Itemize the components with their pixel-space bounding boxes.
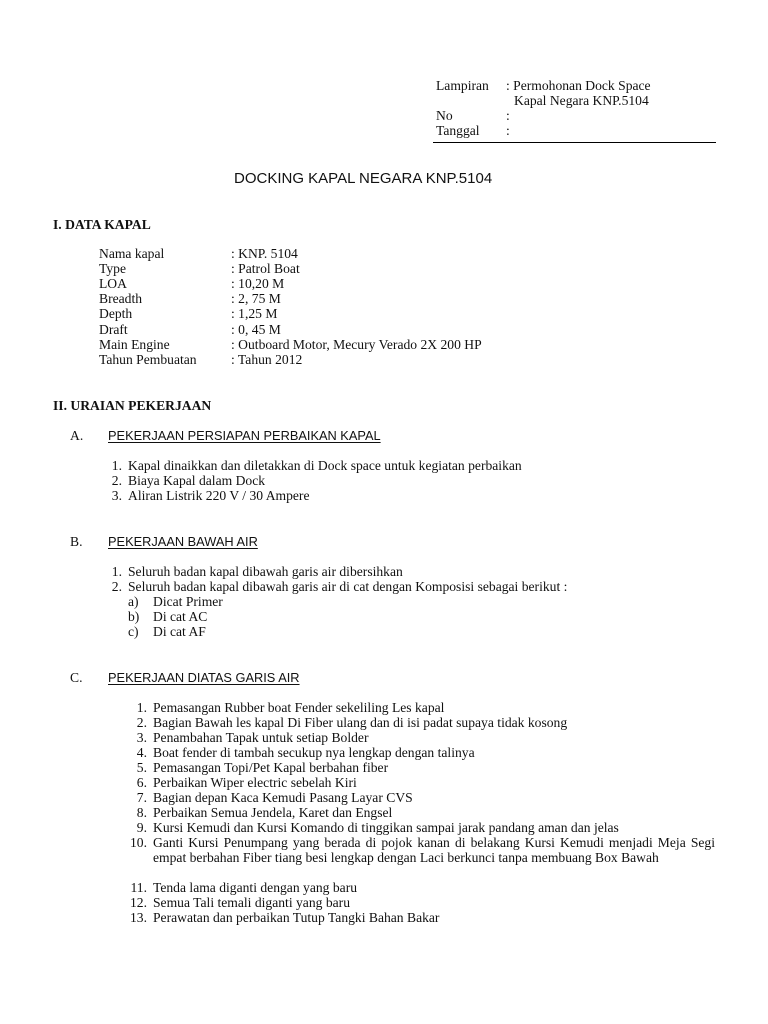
no-value: : — [506, 108, 510, 123]
subsection-c-title: PEKERJAAN DIATAS GARIS AIR — [108, 670, 300, 685]
list-item: Pemasangan Topi/Pet Kapal berbahan fiber — [153, 760, 389, 775]
subsection-a-letter: A. — [70, 428, 84, 443]
lampiran-value-line2: Kapal Negara KNP.5104 — [514, 93, 649, 108]
ship-data-label: Type — [99, 261, 126, 276]
list-number: 1. — [136, 700, 147, 715]
subsection-a-title: PEKERJAAN PERSIAPAN PERBAIKAN KAPAL — [108, 428, 381, 443]
list-item: Perawatan dan perbaikan Tutup Tangki Bahan Bakar — [153, 910, 440, 925]
no-label: No — [436, 108, 453, 123]
list-number: 5. — [136, 760, 147, 775]
list-number: 2. — [111, 473, 122, 488]
sublist-item: Dicat Primer — [153, 594, 223, 609]
list-item: Perbaikan Wiper electric sebelah Kiri — [153, 775, 357, 790]
list-number: 2. — [111, 579, 122, 594]
lampiran-label: Lampiran — [436, 78, 489, 93]
subsection-c-letter: C. — [70, 670, 83, 685]
sublist-letter: b) — [128, 609, 140, 624]
list-item: Kapal dinaikkan dan diletakkan di Dock space untuk kegiatan perbaikan — [128, 458, 522, 473]
ship-data-label: Breadth — [99, 291, 143, 306]
list-item: Semua Tali temali diganti yang baru — [153, 895, 350, 910]
list-number: 7. — [136, 790, 147, 805]
sublist-letter: a) — [128, 594, 139, 609]
list-item: Pemasangan Rubber boat Fender sekeliling Les kapal — [153, 700, 445, 715]
ship-data-value: : KNP. 5104 — [231, 246, 298, 261]
list-number: 9. — [136, 820, 147, 835]
ship-data-label: Draft — [99, 322, 128, 337]
list-item: Seluruh badan kapal dibawah garis air dibersihkan — [128, 564, 403, 579]
list-number: 8. — [136, 805, 147, 820]
ship-data-value: : Tahun 2012 — [231, 352, 303, 367]
subsection-b-letter: B. — [70, 534, 83, 549]
list-item: Perbaikan Semua Jendela, Karet dan Engsel — [153, 805, 393, 820]
list-number: 11. — [130, 880, 147, 895]
list-item: Bagian depan Kaca Kemudi Pasang Layar CVS — [153, 790, 413, 805]
list-item: Biaya Kapal dalam Dock — [128, 473, 266, 488]
list-number: 6. — [136, 775, 147, 790]
ship-data-value: : 10,20 M — [231, 276, 285, 291]
list-number: 12. — [130, 895, 147, 910]
ship-data-label: Nama kapal — [99, 246, 165, 261]
list-item: Ganti Kursi Penumpang yang berada di pojok kanan di belakang Kursi Kemudi menjadi Meja Segi empat berbahan Fiber tiang besi lengkap dengan Laci berkunci tanpa membuang Box Bawah — [153, 835, 715, 865]
tanggal-label: Tanggal — [436, 123, 480, 138]
ship-data-value: : 1,25 M — [231, 306, 278, 321]
list-item: Tenda lama diganti dengan yang baru — [153, 880, 358, 895]
ship-data-label: Tahun Pembuatan — [99, 352, 197, 367]
ship-data-value: : 2, 75 M — [231, 291, 281, 306]
list-number: 1. — [111, 564, 122, 579]
list-number: 3. — [136, 730, 147, 745]
section2-heading: II. URAIAN PEKERJAAN — [53, 398, 212, 413]
section1-heading: I. DATA KAPAL — [53, 217, 151, 232]
list-item: Aliran Listrik 220 V / 30 Ampere — [128, 488, 310, 503]
sublist-letter: c) — [128, 624, 139, 639]
list-number: 10. — [130, 835, 147, 850]
list-item: Penambahan Tapak untuk setiap Bolder — [153, 730, 369, 745]
list-item: Bagian Bawah les kapal Di Fiber ulang dan di isi padat supaya tidak kosong — [153, 715, 568, 730]
ship-data-label: Main Engine — [99, 337, 170, 352]
list-number: 1. — [111, 458, 122, 473]
lampiran-value-line1: : Permohonan Dock Space — [506, 78, 651, 93]
list-number: 4. — [136, 745, 147, 760]
sublist-item: Di cat AC — [153, 609, 208, 624]
ship-data-value: : 0, 45 M — [231, 322, 281, 337]
ship-data-value: : Patrol Boat — [231, 261, 300, 276]
document-title: DOCKING KAPAL NEGARA KNP.5104 — [234, 170, 493, 187]
list-number: 2. — [136, 715, 147, 730]
list-number: 3. — [111, 488, 122, 503]
list-item: Kursi Kemudi dan Kursi Komando di tinggikan sampai jarak pandang aman dan jelas — [153, 820, 619, 835]
list-item: Boat fender di tambah secukup nya lengkap dengan talinya — [153, 745, 475, 760]
sublist-item: Di cat AF — [153, 624, 206, 639]
ship-data-value: : Outboard Motor, Mecury Verado 2X 200 HP — [231, 337, 482, 352]
subsection-b-title: PEKERJAAN BAWAH AIR — [108, 534, 258, 549]
ship-data-label: LOA — [99, 276, 127, 291]
tanggal-value: : — [506, 123, 510, 138]
list-item: Seluruh badan kapal dibawah garis air di cat dengan Komposisi sebagai berikut : — [128, 579, 568, 594]
list-number: 13. — [130, 910, 147, 925]
ship-data-label: Depth — [99, 306, 133, 321]
header-divider — [433, 142, 716, 143]
